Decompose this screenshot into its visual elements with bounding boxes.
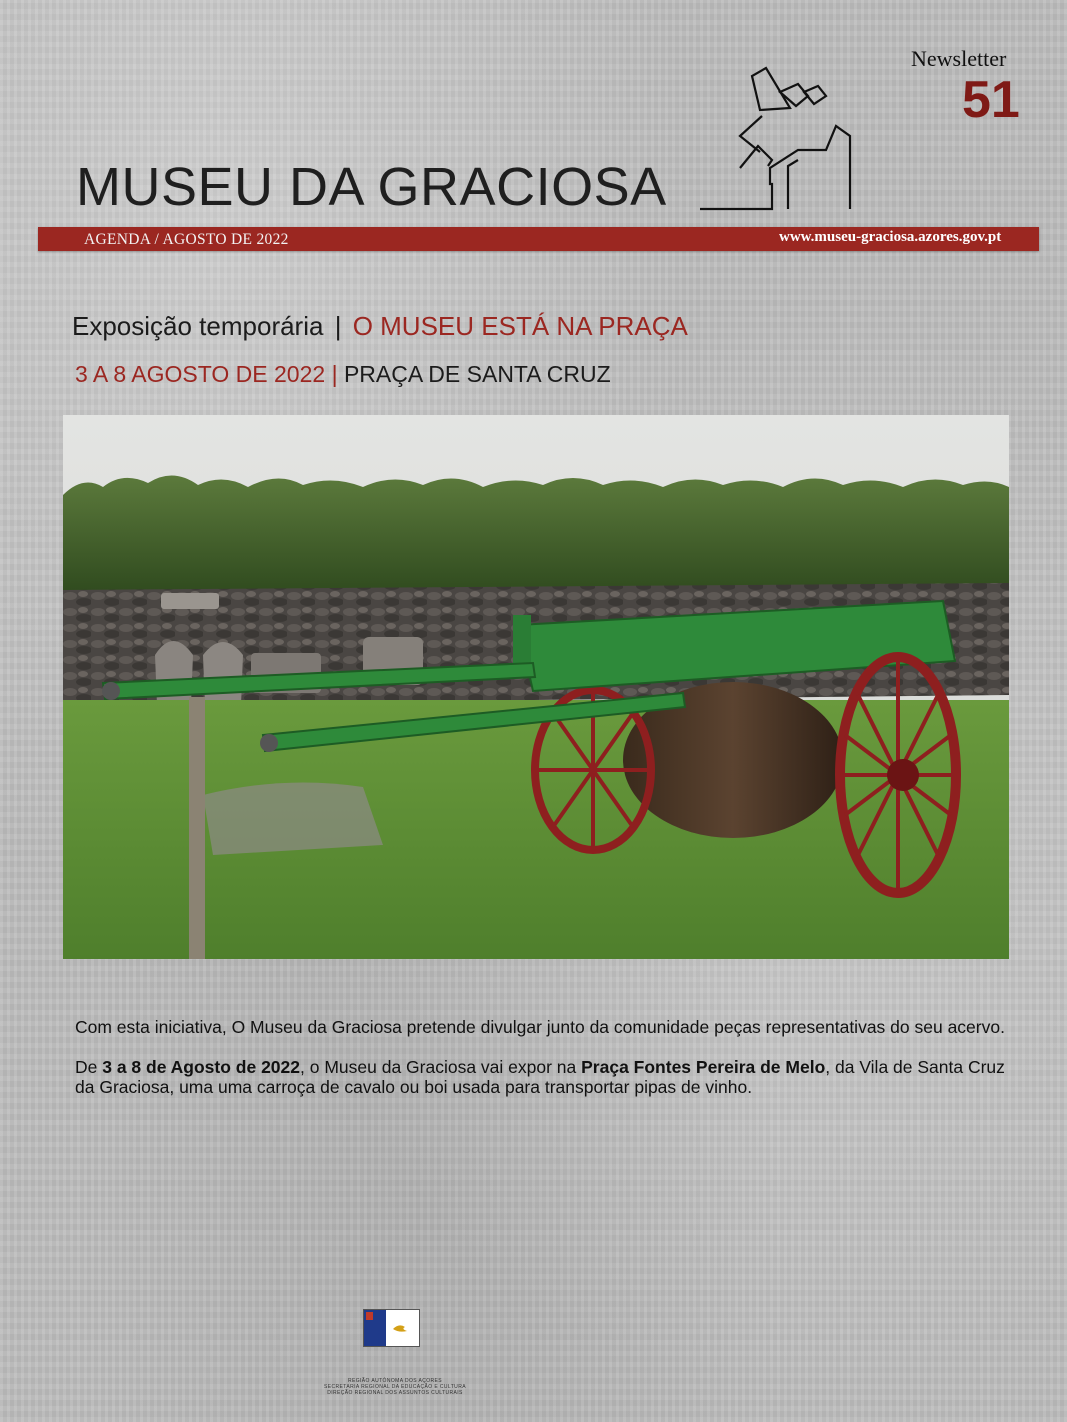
details-paragraph <box>75 1057 1015 1097</box>
intro-paragraph: Com esta iniciativa, O Museu da Graciosa pretende divulgar junto da comunidade peças representativas do seu acervo. <box>75 1017 1005 1037</box>
govt-line-2: SECRETARIA REGIONAL DA EDUCAÇÃO E CULTURA <box>324 1384 466 1390</box>
exhibition-type: Exposição temporária <box>72 311 324 341</box>
date-separator: | <box>331 361 338 387</box>
newsletter-label: Newsletter <box>911 46 1007 71</box>
govt-line-3: DIREÇÃO REGIONAL DOS ASSUNTOS CULTURAIS <box>327 1390 463 1396</box>
agenda-label: AGENDA / AGOSTO DE 2022 <box>84 231 289 248</box>
museum-title: MUSEU DA GRACIOSA <box>76 157 667 217</box>
exhibition-date-place <box>75 361 611 388</box>
details-prefix: De <box>75 1057 103 1077</box>
details-dates: 3 a 8 de Agosto de 2022 <box>102 1057 300 1077</box>
body-text <box>75 1017 1015 1117</box>
govt-line-1: REGIÃO AUTÓNOMA DOS AÇORES <box>347 1378 443 1384</box>
details-place: Praça Fontes Pereira de Melo <box>581 1057 826 1077</box>
azores-flag-icon <box>363 1309 420 1347</box>
government-credit <box>300 1378 490 1396</box>
windmill-icon <box>700 56 860 216</box>
issue-number: 51 <box>962 71 1020 129</box>
exhibition-title: O MUSEU ESTÁ NA PRAÇA <box>352 311 688 341</box>
cart-photo <box>63 415 1009 959</box>
details-suffix: , da Vila de Santa Cruz da Graciosa, uma uma carroça de cavalo ou boi usada para transportar pipas de vinho. <box>75 1057 1005 1097</box>
details-middle: , o Museu da Graciosa vai expor na <box>300 1057 582 1077</box>
heading-separator: | <box>334 311 342 341</box>
exhibition-location: PRAÇA DE SANTA CRUZ <box>343 361 611 387</box>
website-link[interactable]: www.museu-graciosa.azores.gov.pt <box>779 229 1002 245</box>
exhibition-dates: 3 A 8 AGOSTO DE 2022 <box>75 361 326 387</box>
exhibition-heading <box>72 311 688 342</box>
